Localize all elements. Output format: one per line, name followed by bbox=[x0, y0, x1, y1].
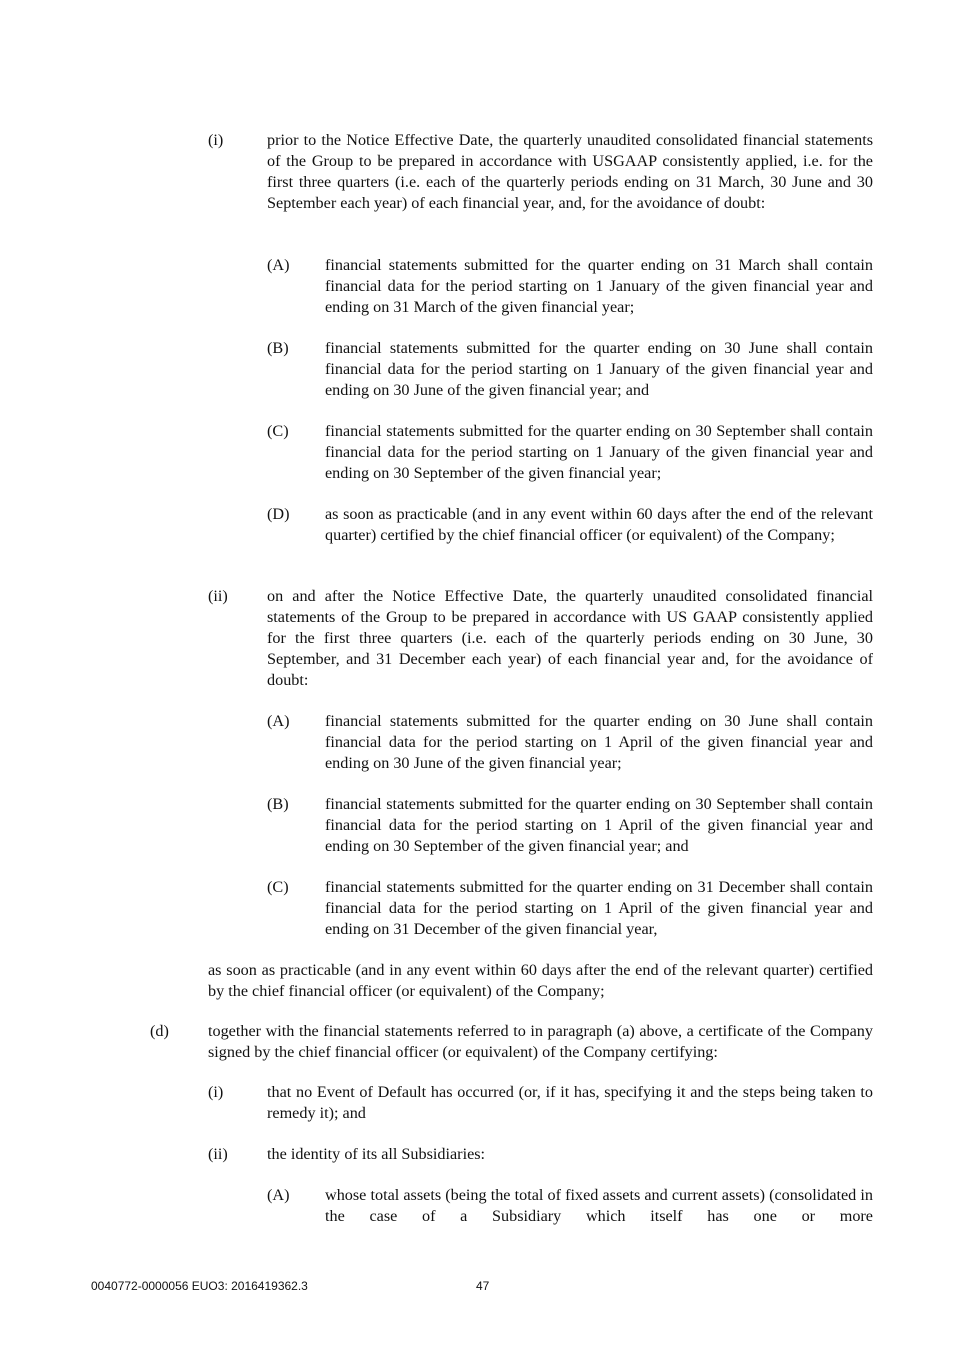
paragraph-text: as soon as practicable (and in any event within 60 days after the end of the relevant quarter) certified by the chief financial officer (or equivalent) of the Company; bbox=[208, 961, 873, 1000]
paragraph-text: financial statements submitted for the quarter ending on 30 September shall contain financial data for the period starting on 1 April of the given financial year and ending on 30 September of the given financial year; and bbox=[325, 795, 873, 855]
item-number: (D) bbox=[267, 505, 290, 523]
item-number: (ii) bbox=[208, 1145, 228, 1163]
paragraph-text: financial statements submitted for the quarter ending on 30 June shall contain financial data for the period starting on 1 April of the given financial year and ending on 30 June of the given financial year; bbox=[325, 712, 873, 772]
item-number: (B) bbox=[267, 339, 289, 357]
item-number: (ii) bbox=[208, 587, 228, 605]
item-number: (A) bbox=[267, 1186, 290, 1204]
footer-doc-ref: 0040772-0000056 EUO3: 2016419362.3 bbox=[91, 1279, 308, 1293]
item-number: (A) bbox=[267, 712, 290, 730]
item-number: (A) bbox=[267, 256, 290, 274]
item-number: (C) bbox=[267, 878, 289, 896]
paragraph-text: financial statements submitted for the quarter ending on 31 December shall contain financial data for the period starting on 1 April of the given financial year and ending on 31 December of the given financial year, bbox=[325, 878, 873, 938]
paragraph-text: together with the financial statements referred to in paragraph (a) above, a certificate of the Company signed by the chief financial officer (or equivalent) of the Company certifying: bbox=[208, 1022, 873, 1061]
paragraph-text: financial statements submitted for the quarter ending on 30 September shall contain financial data for the period starting on 1 January of the given financial year and ending on 30 September of the given financial year; bbox=[325, 422, 873, 482]
item-number: (i) bbox=[208, 1083, 224, 1101]
paragraph-text: the identity of its all Subsidiaries: bbox=[267, 1145, 486, 1163]
paragraph-text: whose total assets (being the total of fixed assets and current assets) (consolidated in the case of a Subsidiary which itself has one or more bbox=[325, 1186, 873, 1225]
item-number: (C) bbox=[267, 422, 289, 440]
item-number: (d) bbox=[150, 1022, 169, 1040]
paragraph-text: financial statements submitted for the quarter ending on 31 March shall contain financial data for the period starting on 1 January of the given financial year and ending on 31 March of the given financial year; bbox=[325, 256, 873, 316]
paragraph-text: as soon as practicable (and in any event within 60 days after the end of the relevant quarter) certified by the chief financial officer (or equivalent) of the Company; bbox=[325, 505, 873, 544]
item-number: (B) bbox=[267, 795, 289, 813]
paragraph-text: prior to the Notice Effective Date, the quarterly unaudited consolidated financial statements of the Group to be prepared in accordance with USGAAP consistently applied, i.e. for the first three quarters (i.e. each of the quarterly periods ending on 31 March, 30 June and 30 September each year) of each financial year, and, for the avoidance of doubt: bbox=[267, 131, 873, 212]
item-number: (i) bbox=[208, 131, 224, 149]
paragraph-text: financial statements submitted for the quarter ending on 30 June shall contain financial data for the period starting on 1 January of the given financial year and ending on 30 June of the given financial year; and bbox=[325, 339, 873, 399]
paragraph-text: on and after the Notice Effective Date, the quarterly unaudited consolidated financial statements of the Group to be prepared in accordance with US GAAP consistently applied for the first three quarters (i.e. each of the quarterly periods ending on 30 June, 30 September, and 31 December each year) of each financial year and, for the avoidance of doubt: bbox=[267, 587, 873, 689]
paragraph-text: that no Event of Default has occurred (or, if it has, specifying it and the steps being taken to remedy it); and bbox=[267, 1083, 873, 1122]
page-number: 47 bbox=[476, 1279, 490, 1293]
